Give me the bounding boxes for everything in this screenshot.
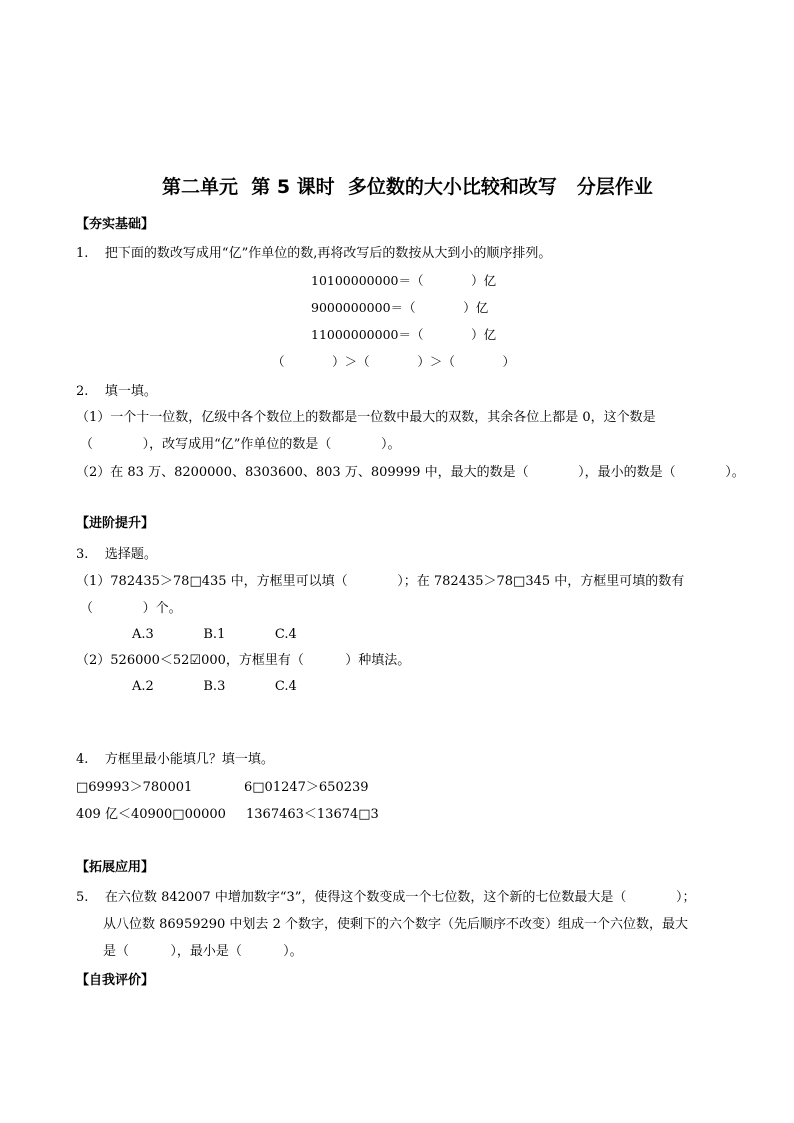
question-3-part-1-line-1: （1）782435＞78□435 中，方框里可以填（ ）；在 782435＞78□345 中，方框里可填的数有: [76, 574, 685, 589]
question-3-stem: 3. 选择题。: [76, 547, 157, 562]
question-3-part-2-options: A.2 B.3 C.4: [132, 679, 297, 694]
question-2-part-2: （2）在 83 万、8200000、8303600、803 万、809999 中，最大的数是（ ），最小的数是（ ）。: [76, 465, 745, 480]
question-4-row-1-left: □69993＞780001: [76, 780, 193, 795]
question-2-stem: 2. 填一填。: [76, 384, 157, 399]
question-3-part-2: （2）526000＜52☑000，方框里有（ ）种填法。: [76, 653, 411, 668]
question-1-equation-1: 10100000000＝（ ）亿: [311, 273, 497, 288]
question-5-line-2: 从八位数 86959290 中划去 2 个数字，使剩下的六个数字（先后顺序不改变）组成一个六位数，最大: [103, 917, 688, 932]
question-1-equation-3: 11000000000＝（ ）亿: [311, 327, 497, 342]
question-5-line-3: 是（ ），最小是（ ）。: [103, 944, 303, 959]
question-4-row-2-left: 409 亿＜40900□00000: [76, 807, 226, 822]
section-advanced-heading: 【进阶提升】: [76, 516, 155, 531]
question-2-part-1-line-1: （1）一个十一位数，亿级中各个数位上的数都是一位数中最大的双数，其余各位上都是 0，这个数是: [76, 410, 656, 425]
question-3-part-1-line-2: （ ）个。: [80, 601, 182, 616]
question-4-stem: 4. 方框里最小能填几？填一填。: [76, 752, 274, 767]
question-1-order: （ ）＞（ ）＞（ ）: [272, 354, 516, 369]
question-3-part-1-options: A.3 B.1 C.4: [132, 627, 297, 642]
question-1-equation-2: 9000000000＝（ ）亿: [311, 300, 489, 315]
section-basic-heading: 【夯实基础】: [76, 217, 155, 232]
section-self-evaluation-heading: 【自我评价】: [76, 973, 155, 988]
question-4-row-1-right: 6□01247＞650239: [244, 780, 369, 795]
question-4-row-2-right: 1367463＜13674□3: [246, 807, 379, 822]
section-extended-heading: 【拓展应用】: [76, 860, 155, 875]
question-2-part-1-line-2: （ ），改写成用“亿”作单位的数是（ ）。: [80, 437, 401, 452]
question-5-line-1: 5. 在六位数 842007 中增加数字“3”，使得这个数变成一个七位数，这个新的七位数最大是（ ）；: [76, 890, 696, 905]
page-title: 第二单元 第 5 课时 多位数的大小比较和改写 分层作业: [162, 176, 653, 198]
question-1-stem: 1. 把下面的数改写成用“亿”作单位的数,再将改写后的数按从大到小的顺序排列。: [76, 246, 552, 261]
